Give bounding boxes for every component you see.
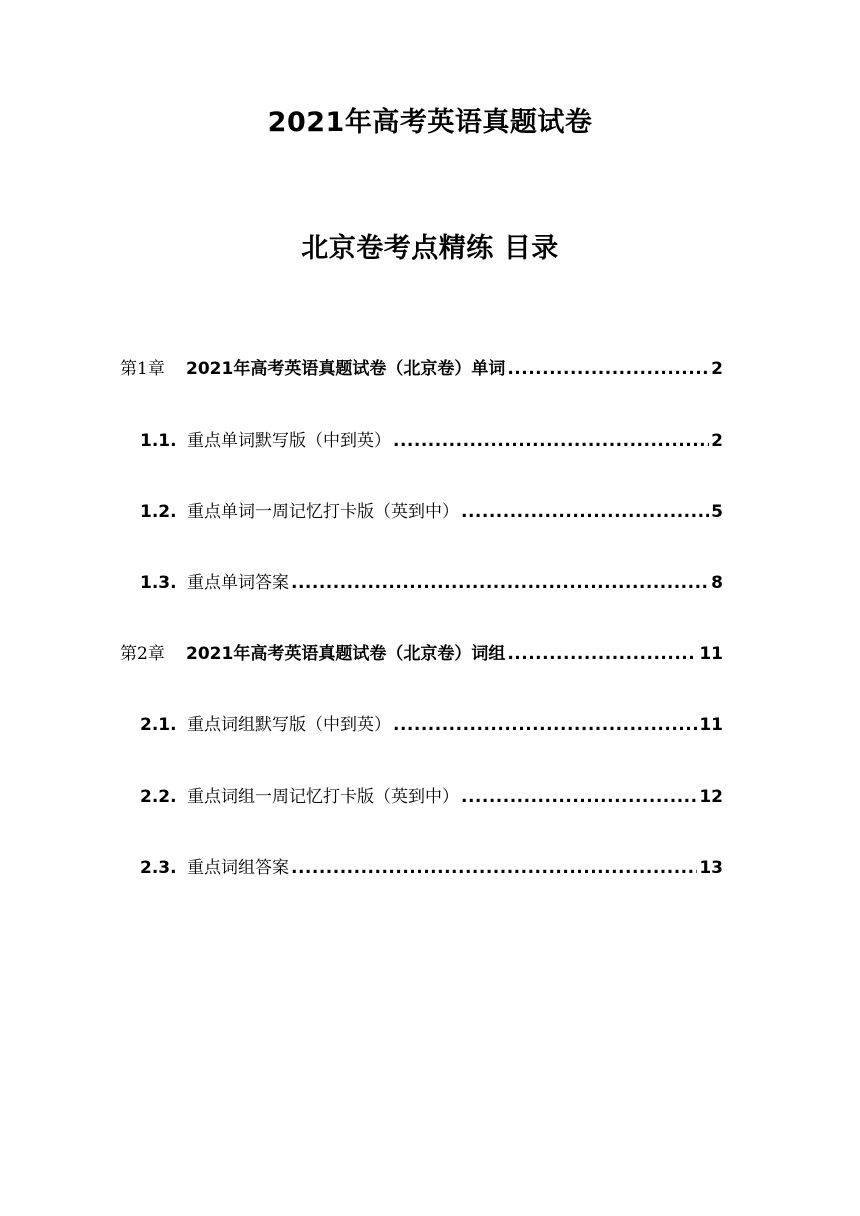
toc-entry-chapter-1[interactable] [120,358,723,380]
toc-entry-page: 12 [699,787,723,807]
toc-dot-leader [507,643,697,665]
toc-entry-number: 2.2. [140,787,177,807]
toc-entry-label: 重点词组一周记忆打卡版（英到中） [187,787,459,807]
toc-entry-chapter-2[interactable] [120,643,723,665]
toc-entry-label: 2021年高考英语真题试卷（北京卷）词组 [186,644,506,664]
toc-entry-page: 5 [711,502,723,522]
toc-entry-label: 2021年高考英语真题试卷（北京卷）单词 [186,359,506,379]
toc-entry-page: 2 [711,359,723,379]
toc-entry-page: 11 [699,715,723,735]
toc-entry-number: 1.1. [140,431,177,451]
toc-entry-number: 1.2. [140,502,177,522]
toc-dot-leader [291,572,709,594]
document-subtitle: 北京卷考点精练 目录 [301,233,559,264]
toc-entry-page: 8 [711,573,723,593]
toc-entry-section-2-1[interactable] [140,714,723,736]
toc-entry-section-2-2[interactable] [140,786,723,808]
toc-entry-section-1-1[interactable] [140,430,723,452]
toc-entry-section-1-2[interactable] [140,501,723,523]
toc-entry-page: 2 [711,431,723,451]
toc-entry-page: 13 [699,858,723,878]
toc-entry-number: 2.1. [140,715,177,735]
toc-dot-leader [507,358,709,380]
toc-entry-section-2-3[interactable] [140,857,723,879]
toc-entry-number: 第1章 [120,359,165,379]
toc-dot-leader [393,430,709,452]
document-title: 2021年高考英语真题试卷 [267,107,593,138]
toc-dot-leader [461,786,697,808]
toc-dot-leader [291,857,697,879]
toc-entry-label: 重点单词答案 [187,573,289,593]
toc-entry-section-1-3[interactable] [140,572,723,594]
toc-entry-label: 重点单词一周记忆打卡版（英到中） [187,502,459,522]
toc-entry-label: 重点词组默写版（中到英） [187,715,391,735]
toc-dot-leader [393,714,697,736]
toc-entry-number: 2.3. [140,858,177,878]
toc-entry-label: 重点单词默写版（中到英） [187,431,391,451]
toc-entry-number: 1.3. [140,573,177,593]
toc-entry-label: 重点词组答案 [187,858,289,878]
toc-dot-leader [461,501,709,523]
toc-entry-number: 第2章 [120,644,165,664]
toc-entry-page: 11 [699,644,723,664]
